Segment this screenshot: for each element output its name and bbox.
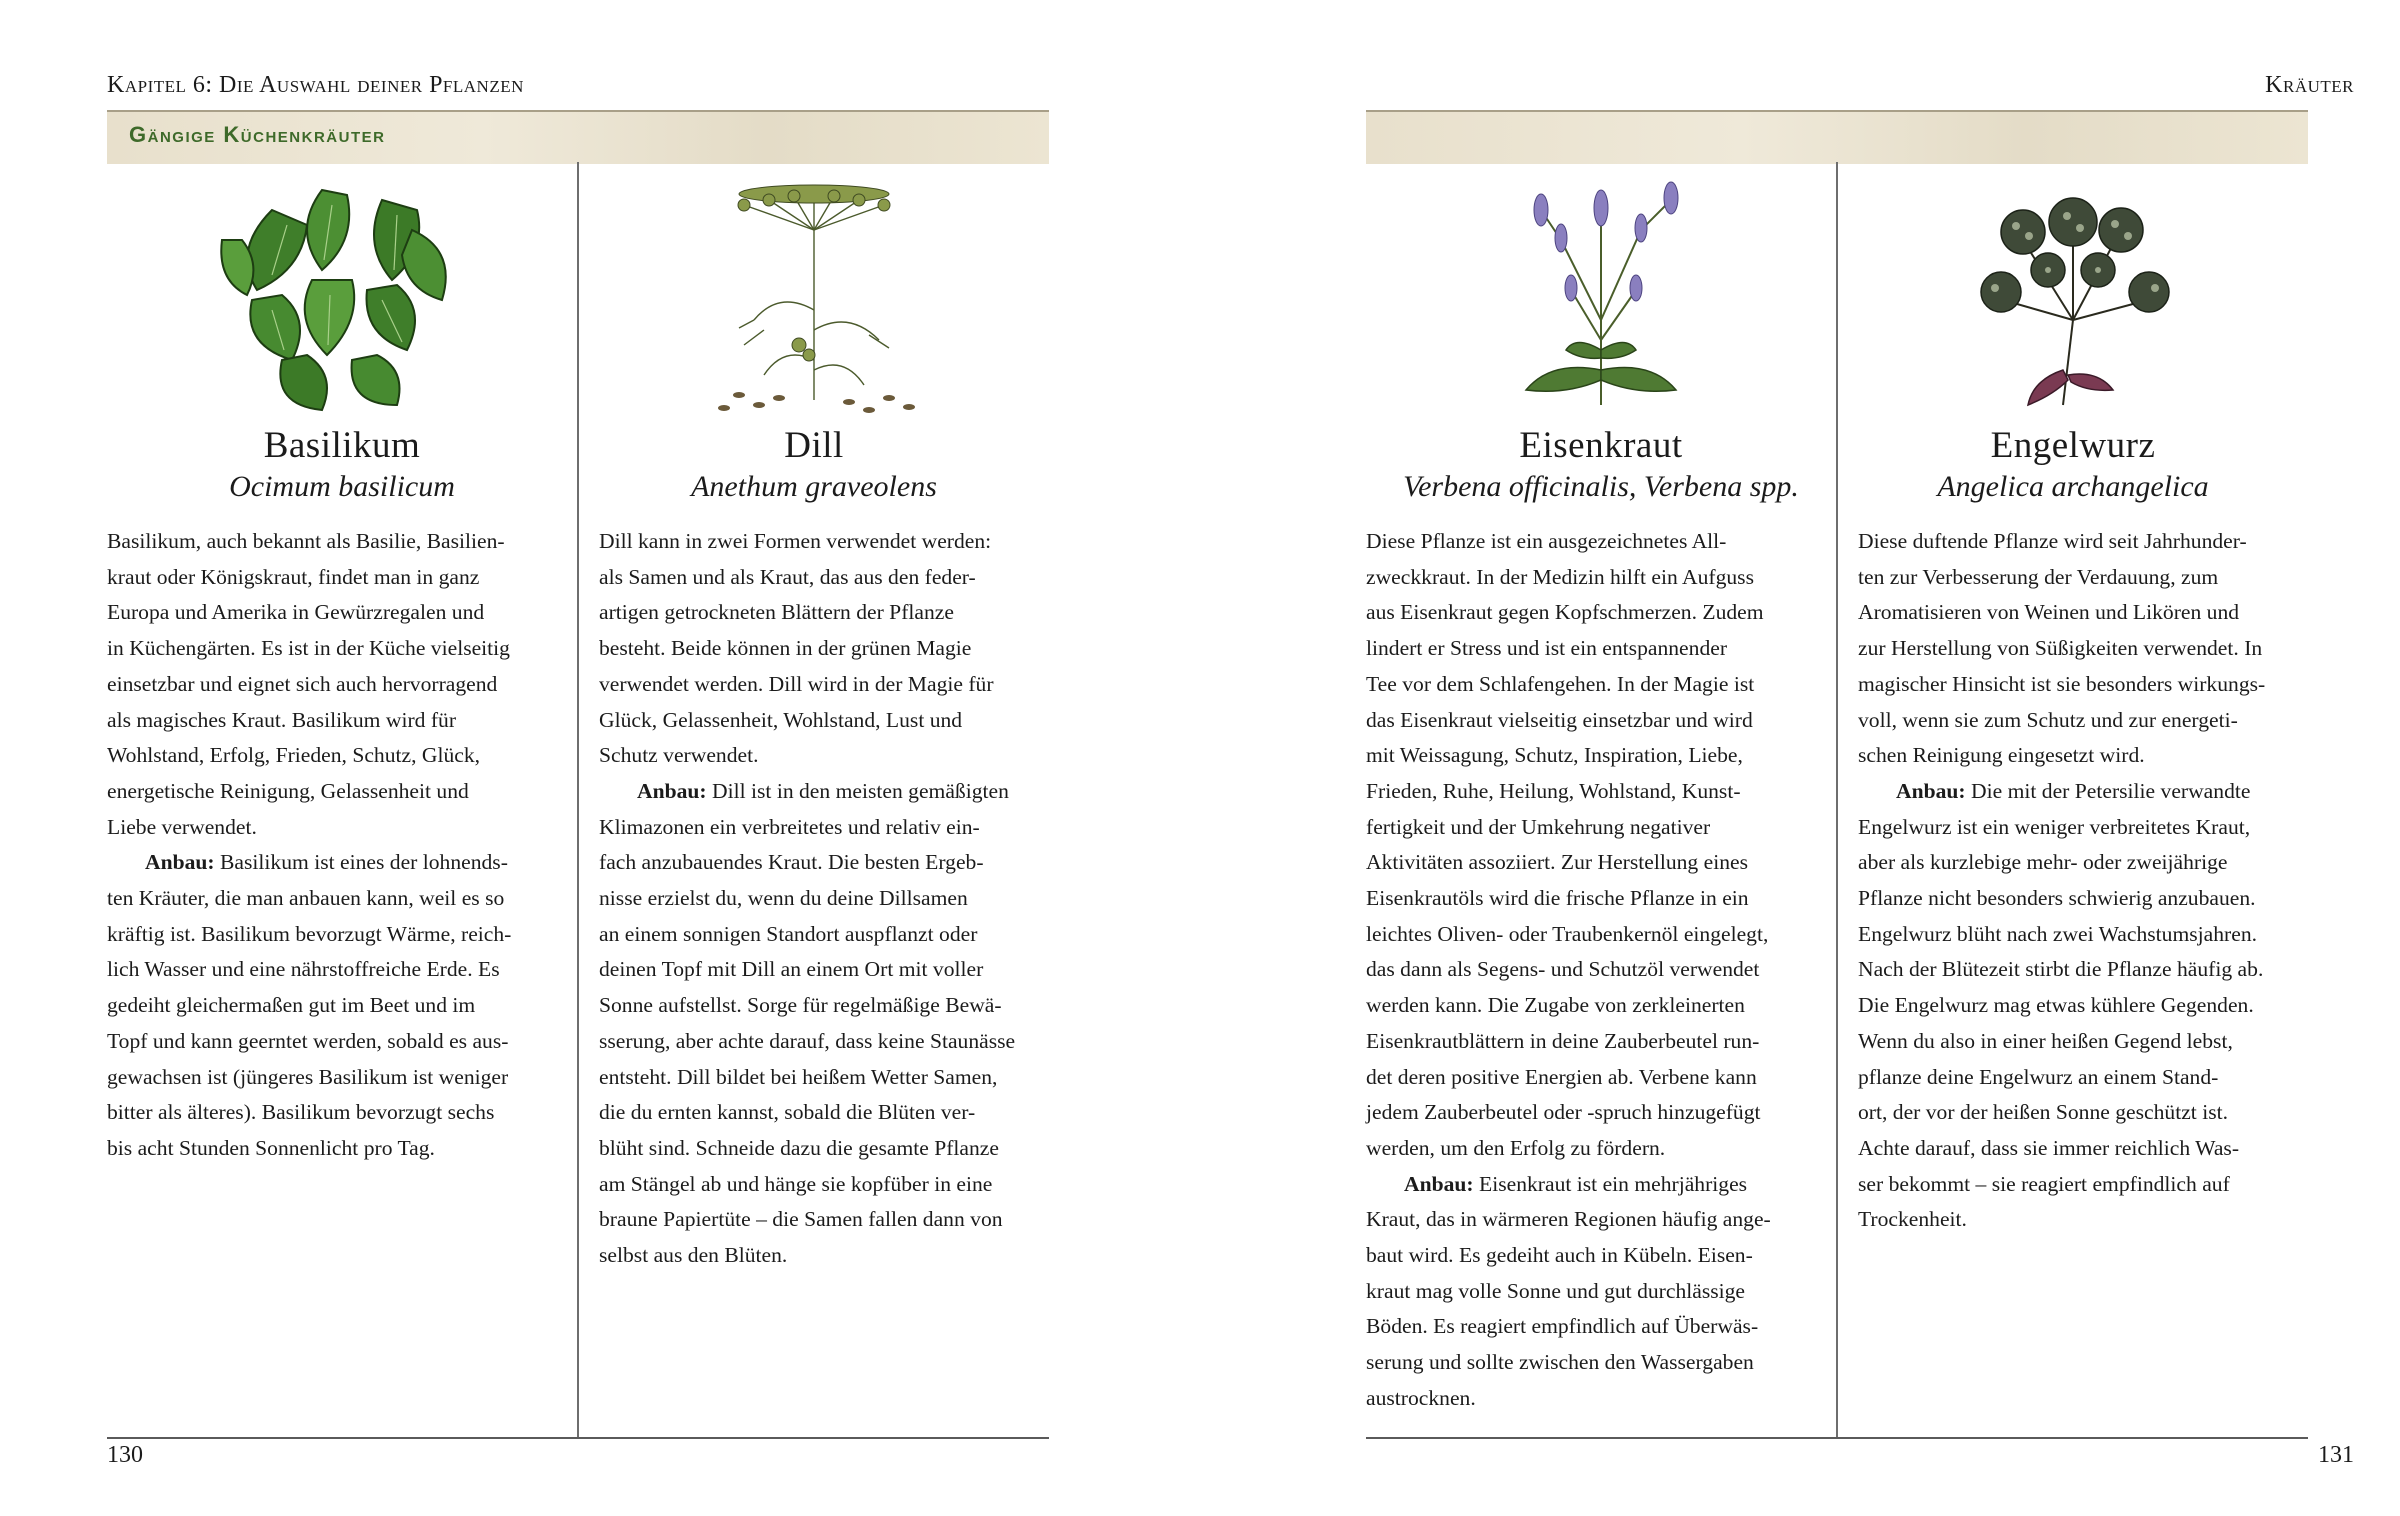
section-label: Gängige Küchenkräuter <box>129 122 386 147</box>
cultivation-text: Anbau: Eisenkraut ist ein mehrjähriges Kraut, das in wärmeren Regionen häufig ange- baut wird. Es gedeiht auch in Kübeln. Eisen- kraut mag volle Sonne und gut durchlässige Böden. Es reagiert empfindlich auf Überwäs- serung und sollte zwischen den Wassergaben austrocknen. <box>1366 1171 1771 1410</box>
section-band-right <box>1366 110 2308 164</box>
plant-description <box>1366 524 1836 1417</box>
cultivation-label: Anbau: <box>1404 1171 1474 1196</box>
angelica-illustration <box>1943 170 2203 420</box>
plant-name: Engelwurz <box>1990 425 2156 466</box>
bottom-rule-left <box>107 1437 1049 1439</box>
plant-name: Basilikum <box>263 425 421 466</box>
page-number-right: 131 <box>2318 1442 2354 1468</box>
plant-name: Dill <box>784 425 844 466</box>
cultivation-label: Anbau: <box>145 850 215 875</box>
cultivation-label: Anbau: <box>637 778 707 803</box>
latin-name: Angelica archangelica <box>1937 470 2209 503</box>
latin-name: Verbena officinalis, Verbena spp. <box>1403 470 1799 503</box>
right-page <box>1200 0 2400 1516</box>
plant-description <box>1858 524 2308 1238</box>
cultivation-label: Anbau: <box>1896 778 1966 803</box>
cultivation-text: Anbau: Die mit der Petersilie verwandte Engelwurz ist ein weniger verbreitetes Kraut, aber als kurzlebige mehr- oder zweijährige Pflanze nicht besonders schwierig anzubauen. Engelwurz blüht nach zwei Wachstumsjahren. Nach der Blütezeit stirbt die Pflanze häufig ab. Die Engelwurz mag etwas kühlere Gegenden. Wenn du also in einer heißen Gegend lebst, pflanze deine Engelwurz an einem Stand- ort, der vor der heißen Sonne geschützt ist. Achte darauf, dass sie immer reichlich Was- ser bekommt – sie reagiert empfindlich auf Trockenheit. <box>1858 778 2264 1232</box>
plant-column-basilikum <box>107 162 577 1436</box>
description-text: Dill kann in zwei Formen verwendet werden: als Samen und als Kraut, das aus den feder- artigen getrockneten Blättern der Pflanze besteht. Beide können in der grünen Magie verwendet werden. Dill wird in der Magie für Glück, Gelassenheit, Wohlstand, Lust und Schutz verwendet. <box>599 529 994 768</box>
cultivation-text: Anbau: Dill ist in den meisten gemäßigten Klimazonen ein verbreitetes und relativ ein- fach anzubauendes Kraut. Die besten Ergeb- nisse erzielst du, wenn du deine Dillsamen an einem sonnigen Standort auspflanzt oder deinen Topf mit Dill an einem Ort mit voller Sonne aufstellst. Sorge für regelmäßige Bewä- sserung, aber achte darauf, dass keine Staunässe entsteht. Dill bildet bei heißem Wetter Samen, die du ernten kannst, sobald die Blüten ver- blüht sind. Schneide dazu die gesamte Pflanze am Stängel ab und hänge sie kopfüber in eine braune Papiertüte – die Samen fallen dann von selbst aus den Blüten. <box>599 778 1016 1268</box>
verbena-illustration <box>1471 170 1731 420</box>
page-number-left: 130 <box>107 1442 143 1468</box>
basil-illustration <box>212 170 472 420</box>
description-text: Diese duftende Pflanze wird seit Jahrhunder- ten zur Verbesserung der Verdauung, zum Aromatisieren von Weinen und Likören und zur Herstellung von Süßigkeiten verwendet. In magischer Hinsicht ist sie besonders wirkungs- voll, wenn sie zum Schutz und zur energeti- schen Reinigung eingesetzt wird. <box>1858 529 2266 768</box>
cultivation-text: Anbau: Basilikum ist eines der lohnends- ten Kräuter, die man anbauen kann, weil es so kräftig ist. Basilikum bevorzugt Wärme, reich- lich Wasser und eine nährstoffreiche Erde. Es gedeiht gleichermaßen gut im Beet und im Topf und kann geerntet werden, sobald es aus- gewachsen ist (jüngeres Basilikum ist weniger bitter als älteres). Basilikum bevorzugt sechs bis acht Stunden Sonnenlicht pro Tag. <box>107 850 512 1160</box>
plant-column-dill <box>579 162 1049 1436</box>
plant-name: Eisenkraut <box>1519 425 1683 466</box>
section-band <box>107 110 1049 164</box>
description-text: Basilikum, auch bekannt als Basilie, Basilien- kraut oder Königskraut, findet man in ganz Europa und Amerika in Gewürzregalen und in Küchengärten. Es ist in der Küche vielseitig einsetzbar und eignet sich auch hervorragend als magisches Kraut. Basilikum wird für Wohlstand, Erfolg, Frieden, Schutz, Glück, energetische Reinigung, Gelassenheit und Liebe verwendet. <box>107 529 510 839</box>
plant-column-eisenkraut <box>1366 162 1836 1436</box>
running-head-left: Kapitel 6: Die Auswahl deiner Pflanzen <box>107 72 524 98</box>
plant-description <box>599 524 1049 1274</box>
plant-column-engelwurz <box>1838 162 2308 1436</box>
description-text: Diese Pflanze ist ein ausgezeichnetes All- zweckkraut. In der Medizin hilft ein Aufguss aus Eisenkraut gegen Kopfschmerzen. Zudem lindert er Stress und ist ein entspannender Tee vor dem Schlafengehen. In der Magie ist das Eisenkraut vielseitig einsetzbar und wird mit Weissagung, Schutz, Inspiration, Liebe, Frieden, Ruhe, Heilung, Wohlstand, Kunst- fertigkeit und der Umkehrung negativer Aktivitäten assoziiert. Zur Herstellung eines Eisenkrautöls wird die frische Pflanze in ein leichtes Oliven- oder Traubenkernöl eingelegt, das dann als Segens- und Schutzöl verwendet werden kann. Die Zugabe von zerkleinerten Eisenkrautblättern in deine Zauberbeutel run- det deren positive Energien ab. Verbene kann jedem Zauberbeutel oder -spruch hinzugefügt werden, um den Erfolg zu fördern. <box>1366 529 1769 1160</box>
bottom-rule-right <box>1366 1437 2308 1439</box>
latin-name: Anethum graveolens <box>691 470 937 503</box>
latin-name: Ocimum basilicum <box>229 470 455 503</box>
running-head-right: Kräuter <box>2265 72 2354 98</box>
plant-description <box>107 524 577 1167</box>
dill-illustration <box>684 170 944 420</box>
